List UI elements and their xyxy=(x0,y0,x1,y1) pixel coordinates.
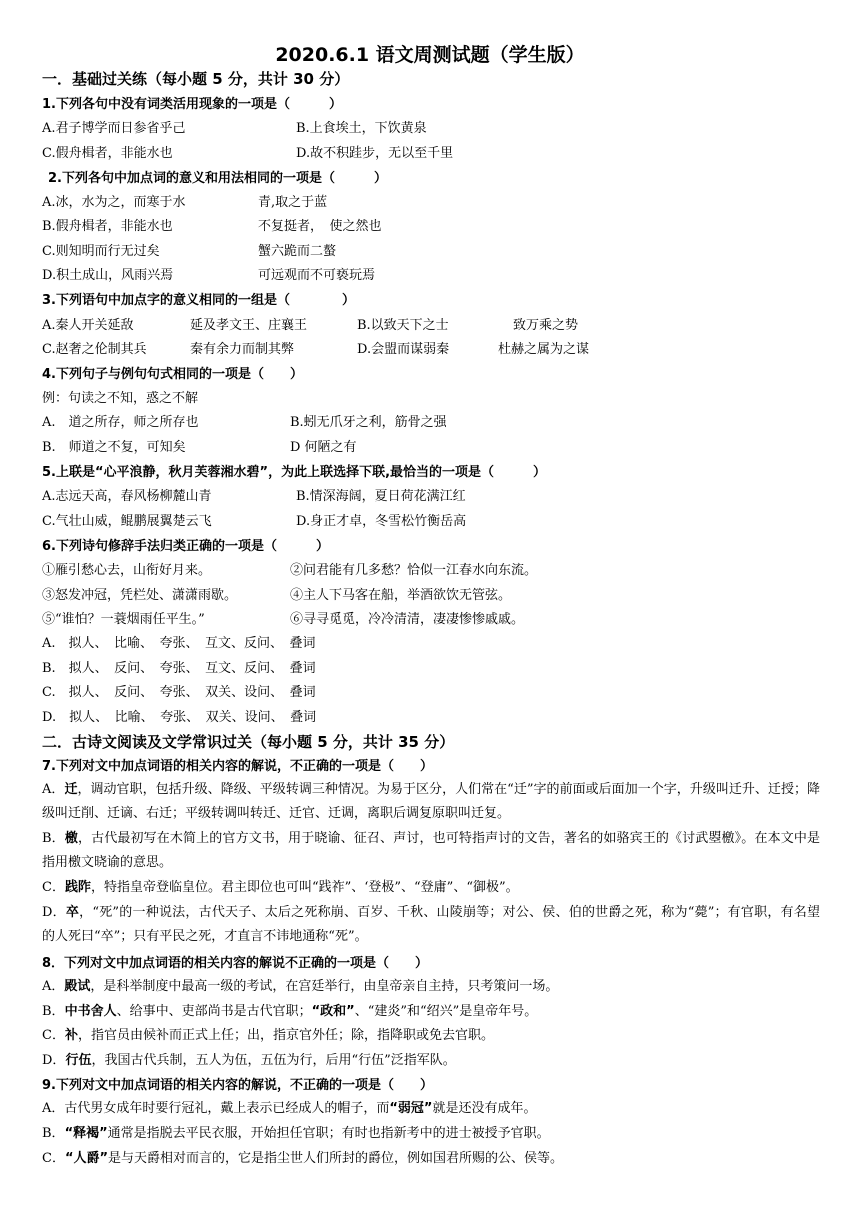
q7-d-text: ，“死”的一种说法，古代天子、太后之死称崩、百岁、千秋、山陵崩等；对公、侯、伯的世爵之死，称为“薨”；有官职，有名望的人死曰“卒”；只有平民之死，才直言不讳地通称“死”。 xyxy=(42,905,820,944)
q9-c-post: 是与天爵相对而言的，它是指尘世人们所封的爵位，例如国君所赐的公、侯等。 xyxy=(108,1151,564,1166)
q7-stem: 7.下列对文中加点词语的相关内容的解说，不正确的一项是（ ） xyxy=(42,759,433,774)
q8-d-label: D． xyxy=(42,1053,66,1068)
q7-option-d xyxy=(42,901,820,949)
q6-option-d: D. 拟人、 比喻、 夸张、 双关、设问、 叠词 xyxy=(42,710,317,725)
q8-d-text: ，我国古代兵制，五人为伍，五伍为行，后用“行伍”泛指军队。 xyxy=(91,1053,456,1068)
q8-b-text: 、给事中、吏部尚书是古代官职； xyxy=(116,1004,312,1019)
q4-example: 例：句读之不知，惑之不解 xyxy=(42,391,199,406)
q5-option-a: A.志远天高，春风杨柳麓山青 xyxy=(42,489,212,504)
q8-b-label: B． xyxy=(42,1004,65,1019)
q9-b-pre: B． xyxy=(42,1126,65,1141)
q2-option-b: B.假舟楫者，非能水也 xyxy=(42,219,173,234)
q6-stem: 6.下列诗句修辞手法归类正确的一项是（ ） xyxy=(42,539,329,554)
q3-option-a: A.秦人开关延敌 xyxy=(42,318,134,333)
q9-b-term: “释褐” xyxy=(64,1126,108,1141)
q8-option-b xyxy=(42,1000,820,1024)
q9-a-post: 就是还没有成年。 xyxy=(432,1101,537,1116)
q2-option-a-pair: 青,取之于蓝 xyxy=(258,195,328,210)
q8-a-term: 殿试 xyxy=(64,979,91,994)
q3-option-a-pair: 延及孝文王、庄襄王 xyxy=(190,318,308,333)
q7-d-label: D． xyxy=(42,905,66,920)
q9-stem: 9.下列对文中加点词语的相关内容的解说，不正确的一项是（ ） xyxy=(42,1078,433,1093)
q7-c-label: C． xyxy=(42,880,65,895)
q7-a-label: A． xyxy=(42,782,65,797)
q8-a-text: ，是科举制度中最高一级的考试，在宫廷举行，由皇帝亲自主持，只考策问一场。 xyxy=(90,979,559,994)
q6-verse-2: ②问君能有几多愁？恰似一江春水向东流。 xyxy=(290,563,538,578)
q2-option-d-pair: 可远观而不可亵玩焉 xyxy=(258,268,376,283)
q8-c-text: ，指官员由候补而正式上任；出，指京官外任；除，指降职或免去官职。 xyxy=(77,1028,494,1043)
q8-option-c xyxy=(42,1024,820,1048)
q9-c-term: “人爵” xyxy=(64,1151,109,1166)
q2-option-c: C.则知明而行无过矣 xyxy=(42,244,160,259)
q8-c-label: C． xyxy=(42,1028,65,1043)
q8-a-label: A． xyxy=(42,979,65,994)
q5-option-c: C.气壮山威，鲲鹏展翼楚云飞 xyxy=(42,514,212,529)
q4-option-d: D 何陋之有 xyxy=(290,440,357,455)
q8-d-term: 行伍 xyxy=(65,1053,92,1068)
q4-option-a: A. 道之所存，师之所存也 xyxy=(42,415,199,430)
q2-option-d: D.积土成山，风雨兴焉 xyxy=(42,268,174,283)
q3-option-b: B.以致天下之士 xyxy=(357,318,449,333)
q9-option-b xyxy=(42,1122,820,1146)
q6-verse-6: ⑥寻寻觅觅，冷冷清清，凄凄惨惨戚戚。 xyxy=(290,612,525,627)
q6-verse-1: ①雁引愁心去，山衔好月来。 xyxy=(42,563,212,578)
q4-stem: 4.下列句子与例句句式相同的一项是（ ） xyxy=(42,367,303,382)
q9-a-term: “弱冠” xyxy=(389,1101,433,1116)
q6-verse-5: ⑤“谁怕？一蓑烟雨任平生。” xyxy=(42,612,205,627)
q6-verse-3: ③怒发冲冠，凭栏处、潇潇雨歇。 xyxy=(42,588,238,603)
q2-option-b-pair: 不复挺者， 使之然也 xyxy=(258,219,382,234)
q3-option-c: C.赵奢之伦制其兵 xyxy=(42,342,147,357)
q4-option-b: B.蚓无爪牙之利，筋骨之强 xyxy=(290,415,447,430)
q2-stem: 2.下列各句中加点词的意义和用法相同的一项是（ ） xyxy=(48,171,387,186)
page-title: 2020.6.1 语文周测试题（学生版） xyxy=(275,44,585,66)
q9-option-a xyxy=(42,1097,820,1121)
q7-b-label: B． xyxy=(42,831,65,846)
q7-option-a xyxy=(42,778,820,826)
q1-option-b: B.上食埃土，下饮黄泉 xyxy=(296,121,427,136)
q8-option-a xyxy=(42,975,820,999)
q7-d-term: 卒 xyxy=(65,905,80,920)
q9-a-pre: A．古代男女成年时要行冠礼，戴上表示已经成人的帽子，而 xyxy=(42,1101,390,1116)
q5-option-d: D.身正才卓，冬雪松竹衡岳高 xyxy=(296,514,467,529)
q6-option-b: B. 拟人、 反问、 夸张、 互文、反问、 叠词 xyxy=(42,661,316,676)
q1-option-d: D.故不积跬步，无以至千里 xyxy=(296,146,454,161)
q8-b-term2: “政和” xyxy=(311,1004,355,1019)
section2-heading: 二．古诗文阅读及文学常识过关（每小题 5 分，共计 35 分） xyxy=(42,733,455,751)
q4-option-c: B. 师道之不复，可知矣 xyxy=(42,440,186,455)
q8-b-text2: 、“建炎”和“绍兴”是皇帝年号。 xyxy=(354,1004,538,1019)
q3-option-d-pair: 杜赫之属为之谋 xyxy=(498,342,590,357)
q3-option-c-pair: 秦有余力而制其弊 xyxy=(190,342,295,357)
q1-option-c: C.假舟楫者，非能水也 xyxy=(42,146,173,161)
q7-b-text: ，古代最初写在木简上的官方文书，用于晓谕、征召、声讨，也可特指声讨的文告，著名的如骆宾王的《讨武曌檄》。在本文中是指用檄文晓谕的意思。 xyxy=(42,831,820,870)
q8-c-term: 补 xyxy=(64,1028,78,1043)
q5-stem: 5.上联是“心平浪静，秋月芙蓉湘水碧”，为此上联选择下联,最恰当的一项是（ ） xyxy=(42,465,547,480)
q2-option-a: A.冰，水为之，而寒于水 xyxy=(42,195,186,210)
q7-b-term: 檄 xyxy=(64,831,78,846)
q6-option-a: A. 拟人、 比喻、 夸张、 互文、反问、 叠词 xyxy=(42,636,316,651)
q3-option-b-pair: 致万乘之势 xyxy=(513,318,579,333)
q1-option-a: A.君子博学而日参省乎己 xyxy=(42,121,186,136)
q7-a-text: ，调动官职，包括升级、降级、平级转调三种情况。为易于区分，人们常在“迁”字的前面或后面加一个字，升级叫迁升、迁授；降级叫迁削、迁谪、右迁；平级转调叫转迁、迁官、迁调，离职后调复原职叫迁复。 xyxy=(42,782,820,821)
q9-c-pre: C． xyxy=(42,1151,65,1166)
q9-b-post: 通常是指脱去平民衣服，开始担任官职；有时也指新考中的进士被授予官职。 xyxy=(107,1126,550,1141)
q5-option-b: B.情深海阔，夏日荷花满江红 xyxy=(296,489,466,504)
q2-option-c-pair: 蟹六跪而二螯 xyxy=(258,244,337,259)
q3-option-d: D.会盟而谋弱秦 xyxy=(357,342,450,357)
q6-option-c: C. 拟人、 反问、 夸张、 双关、设问、 叠词 xyxy=(42,685,316,700)
q8-stem: 8．下列对文中加点词语的相关内容的解说不正确的一项是（ ） xyxy=(42,956,429,971)
q6-verse-4: ④主人下马客在船，举酒欲饮无管弦。 xyxy=(290,588,512,603)
q7-option-c xyxy=(42,876,820,900)
q9-option-c xyxy=(42,1147,820,1171)
q8-b-term: 中书舍人 xyxy=(64,1004,117,1019)
q7-c-text: ，特指皇帝登临皇位。君主即位也可叫“践祚”、‘登极”、“登庸”、“御极”。 xyxy=(90,880,519,895)
q7-option-b xyxy=(42,827,820,875)
q3-stem: 3.下列语句中加点字的意义相同的一组是（ ） xyxy=(42,293,355,308)
q7-a-term: 迁 xyxy=(64,782,78,797)
section1-heading: 一．基础过关练（每小题 5 分，共计 30 分） xyxy=(42,70,350,88)
q8-option-d xyxy=(42,1049,820,1073)
q7-c-term: 践阼 xyxy=(64,880,91,895)
q1-stem: 1.下列各句中没有词类活用现象的一项是（ ） xyxy=(42,97,342,112)
